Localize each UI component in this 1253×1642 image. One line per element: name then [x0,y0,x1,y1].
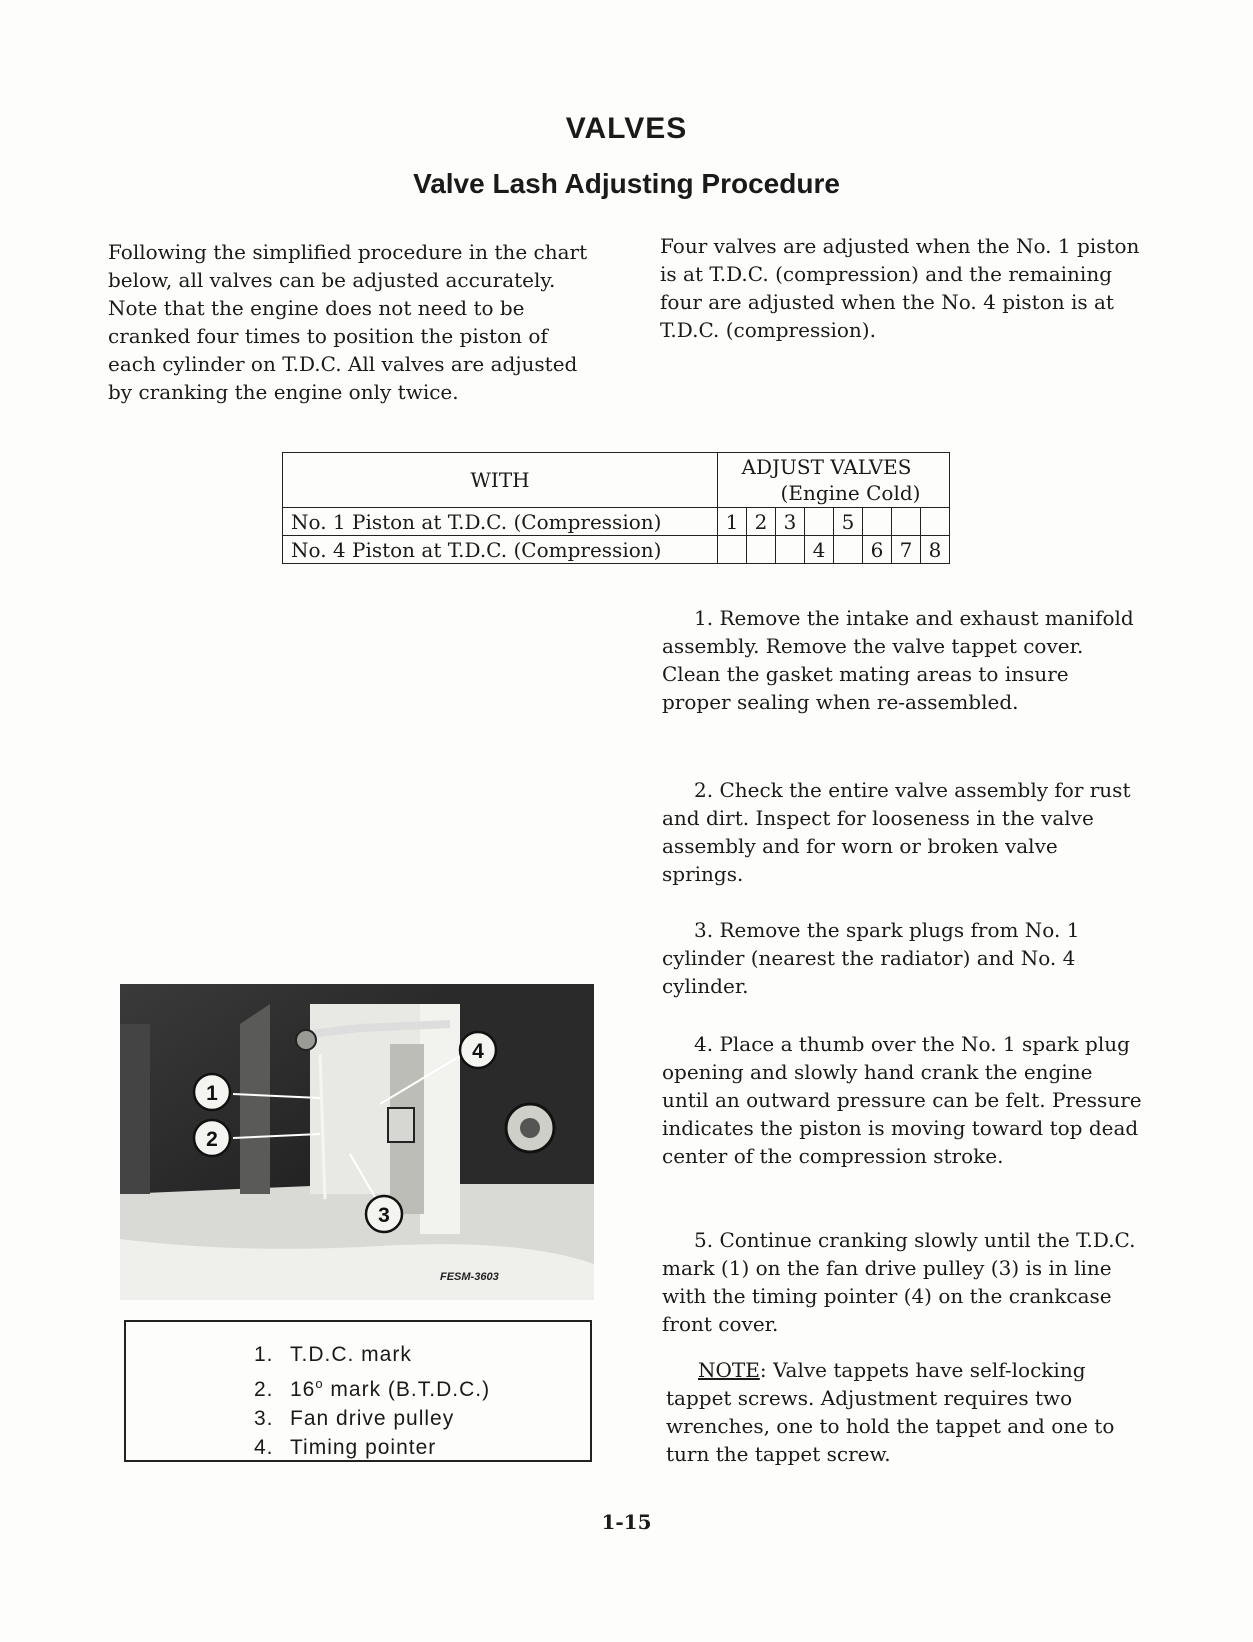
row-condition: No. 4 Piston at T.D.C. (Compression) [283,536,718,564]
step-4-text: 4. Place a thumb over the No. 1 spark plug opening and slowly hand crank the engine until an outward pressure can be felt. Pressure indicates the piston is moving toward top dead center of the compression stroke. [662,1032,1142,1168]
valve-cell [834,536,863,564]
step-3 [662,916,1142,1000]
page-title: VALVES [565,112,688,145]
legend-label: 16 [290,1378,316,1401]
valve-cell [805,508,834,536]
engine-photo [120,984,594,1300]
intro-paragraph-right: Four valves are adjusted when the No. 1 piston is at T.D.C. (compression) and the remaining four are adjusted when the No. 4 piston is at T.D.C. (compression). [660,234,1140,342]
legend-item [254,1340,490,1369]
callout-4-label: 4 [472,1040,484,1063]
step-5 [662,1226,1142,1338]
valve-cell: 3 [776,508,805,536]
valve-cell: 7 [892,536,921,564]
legend-item [254,1369,490,1404]
table-row [283,536,950,564]
header-with: WITH [283,453,718,508]
step-2-text: 2. Check the entire valve assembly for rust and dirt. Inspect for looseness in the valve assembly and for worn or broken valve springs. [662,778,1131,886]
legend-number: 3. [254,1407,274,1430]
note-paragraph [666,1356,1146,1468]
legend-number: 2. [254,1378,274,1401]
valve-cell [863,508,892,536]
valve-cell: 2 [747,508,776,536]
callout-3-label: 3 [378,1204,390,1227]
figure-code: FESM-3603 [440,1271,499,1283]
row-condition: No. 1 Piston at T.D.C. (Compression) [283,508,718,536]
engine-photo-illustration [120,984,594,1300]
table-header-row [283,453,950,508]
step-2 [662,776,1142,888]
valve-cell: 1 [718,508,747,536]
step-1 [662,604,1142,716]
callout-3 [366,1196,402,1232]
valve-cell: 5 [834,508,863,536]
figure-legend [124,1320,592,1462]
callout-2-label: 2 [206,1128,218,1151]
valve-adjustment-table [282,452,950,564]
degree-symbol: o [315,1376,324,1391]
legend-number: 1. [254,1343,274,1366]
step-5-text: 5. Continue cranking slowly until the T.D.C. mark (1) on the fan drive pulley (3) is in line with the timing pointer (4) on the crankcase front cover. [662,1228,1136,1336]
legend-label-rest: mark (B.T.D.C.) [323,1378,491,1401]
page-subtitle: Valve Lash Adjusting Procedure [413,168,840,199]
intro-paragraph-left: Following the simplified procedure in the chart below, all valves can be adjusted accurately. Note that the engine does not need to be cranked four times to position the piston of each cylinder on T.D.C. All valves are adjusted by cranking the engine only twice. [108,240,588,404]
callout-2 [194,1120,230,1156]
valve-cell [776,536,805,564]
step-4 [662,1030,1142,1170]
header-adjust-line2: (Engine Cold) [780,481,921,505]
step-3-text: 3. Remove the spark plugs from No. 1 cylinder (nearest the radiator) and No. 4 cylinder. [662,918,1080,998]
legend-item [254,1404,490,1433]
callout-1 [194,1074,230,1110]
page-number: 1-15 [601,1510,652,1534]
step-1-text: 1. Remove the intake and exhaust manifold assembly. Remove the valve tappet cover. Clean the gasket mating areas to insure proper sealing when re-assembled. [662,606,1134,714]
valve-cell [892,508,921,536]
legend-label: T.D.C. mark [290,1343,412,1366]
valve-cell: 8 [921,536,950,564]
callout-4 [460,1032,496,1068]
valve-cell [921,508,950,536]
legend-label: Timing pointer [290,1436,437,1459]
valve-cell [718,536,747,564]
header-adjust-valves [718,453,950,508]
header-adjust-line1: ADJUST VALVES [741,455,912,479]
callout-1-label: 1 [206,1082,218,1105]
valve-cell: 6 [863,536,892,564]
legend-label: Fan drive pulley [290,1407,455,1430]
legend-number: 4. [254,1436,274,1459]
valve-cell: 4 [805,536,834,564]
note-text: : Valve tappets have self-locking tappet screws. Adjustment requires two wrenches, one to hold the tappet and one to turn the tappet screw. [666,1358,1115,1466]
valve-cell [747,536,776,564]
note-label: NOTE [698,1358,760,1382]
table-row [283,508,950,536]
legend-item [254,1433,490,1462]
